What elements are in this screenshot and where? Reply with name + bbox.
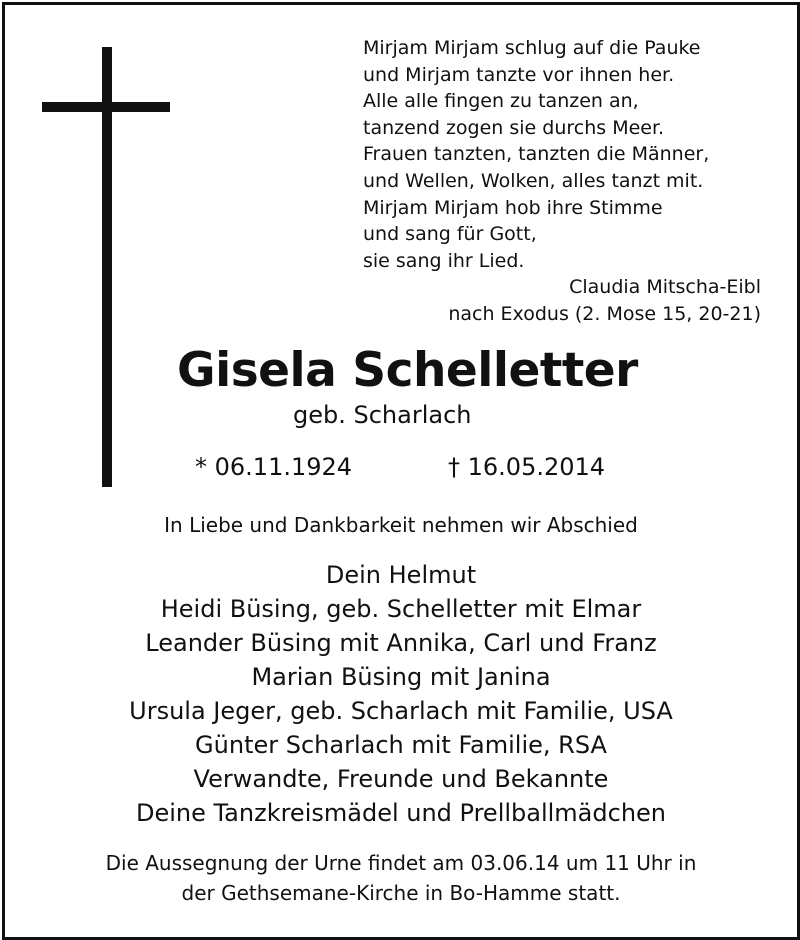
- maiden-name: geb. Scharlach: [293, 401, 472, 429]
- poem-line: und Mirjam tanzte vor ihnen her.: [363, 63, 675, 86]
- poem-line: Mirjam Mirjam schlug auf die Pauke: [363, 37, 701, 59]
- cross-icon-bar: [42, 102, 170, 112]
- mourners-list: [5, 558, 797, 830]
- ceremony-line: Die Aussegnung der Urne findet am 03.06.14 um 11 Uhr in: [105, 851, 697, 875]
- poem-line: Mirjam Mirjam hob ihre Stimme: [363, 196, 663, 219]
- mourner: Dein Helmut: [325, 561, 477, 589]
- obituary-notice: [2, 2, 800, 940]
- mourner: Deine Tanzkreismädel und Prellballmädchen: [135, 799, 667, 827]
- mourner: Leander Büsing mit Annika, Carl und Franz: [145, 629, 657, 657]
- mourner: Verwandte, Freunde und Bekannte: [193, 765, 609, 793]
- poem-source: nach Exodus (2. Mose 15, 20-21): [448, 302, 761, 325]
- poem-author: Claudia Mitscha-Eibl: [569, 276, 761, 299]
- poem-line: und sang für Gott,: [363, 223, 537, 246]
- cross-icon: [102, 47, 112, 487]
- ceremony-line: der Gethsemane-Kirche in Bo-Hamme statt.: [181, 881, 621, 905]
- poem-block: [363, 35, 783, 328]
- poem-line: Alle alle fingen zu tanzen an,: [363, 90, 639, 113]
- ceremony-info: [5, 848, 797, 908]
- poem-line: tanzend zogen sie durchs Meer.: [363, 116, 665, 139]
- poem-line: Frauen tanzten, tanzten die Männer,: [363, 143, 710, 166]
- deceased-name: Gisela Schelletter: [177, 343, 638, 398]
- mourner: Marian Büsing mit Janina: [251, 663, 551, 691]
- birth-date: * 06.11.1924: [195, 453, 353, 481]
- death-date: † 16.05.2014: [448, 453, 606, 481]
- mourner: Günter Scharlach mit Familie, RSA: [195, 731, 607, 759]
- mourner: Ursula Jeger, geb. Scharlach mit Familie, USA: [129, 697, 673, 725]
- farewell-line: In Liebe und Dankbarkeit nehmen wir Abschied: [164, 513, 638, 537]
- poem-line: sie sang ihr Lied.: [363, 249, 525, 272]
- mourner: Heidi Büsing, geb. Schelletter mit Elmar: [160, 595, 642, 623]
- poem-line: und Wellen, Wolken, alles tanzt mit.: [363, 169, 704, 192]
